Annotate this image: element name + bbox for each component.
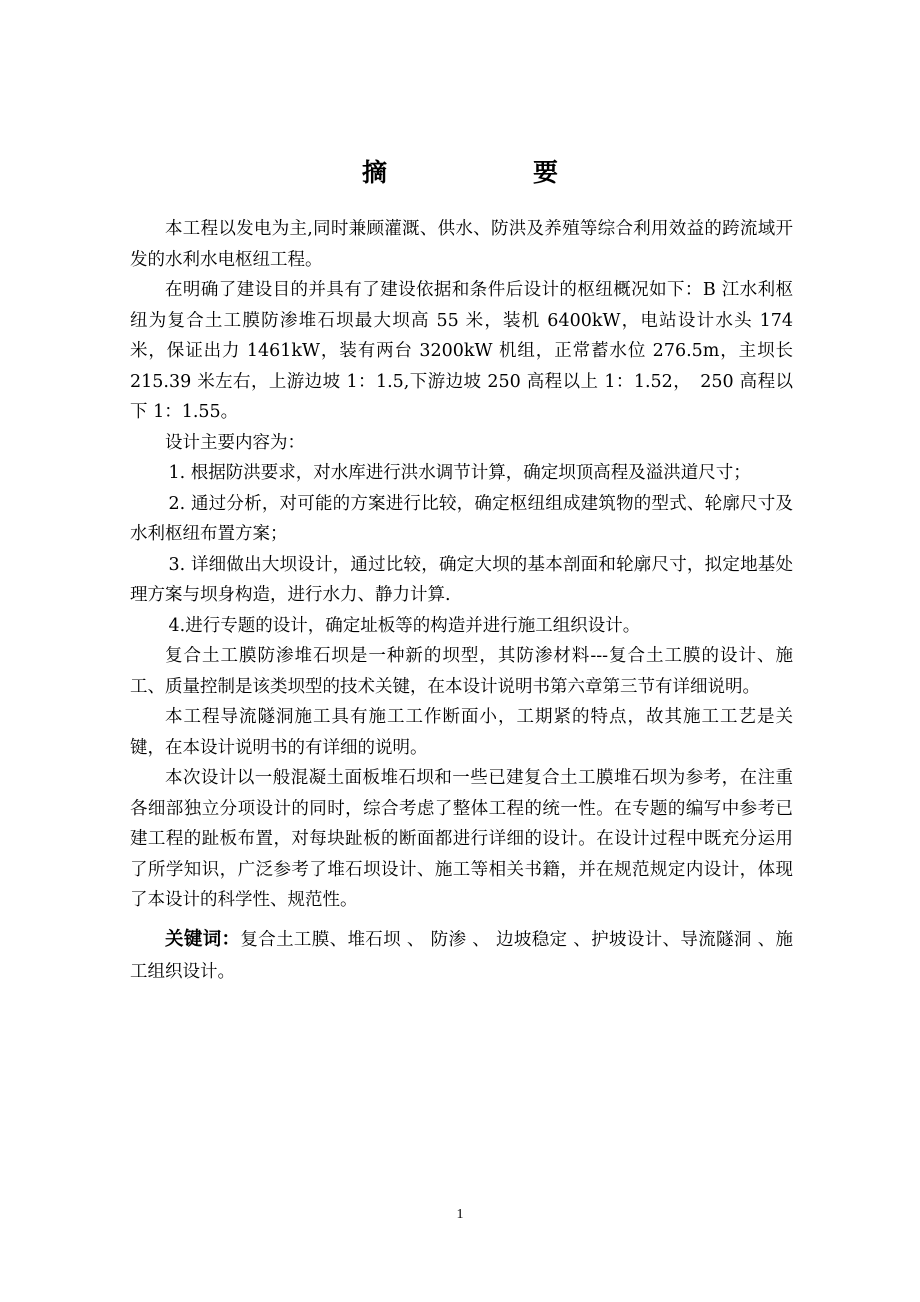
page-number: 1 [456, 1207, 464, 1222]
list-item-1: 1. 根据防洪要求，对水库进行洪水调节计算，确定坝顶高程及溢洪道尺寸； [168, 463, 751, 483]
list-item-2: 2. 通过分析，对可能的方案进行比较，确定枢纽组成建筑物的型式、轮廓尺寸及水利枢纽布置方案； [130, 493, 793, 544]
list-item-4: 4.进行专题的设计，确定址板等的构造并进行施工组织设计。 [168, 615, 641, 636]
paragraph-content-heading: 设计主要内容为： [165, 432, 305, 453]
list-item-3: 3. 详细做出大坝设计，通过比较，确定大坝的基本剖面和轮廓尺寸，拟定地基处理方案与坝身构造，进行水力、静力计算. [130, 554, 793, 605]
keywords-line [130, 924, 793, 988]
paragraph-tunnel: 本工程导流隧洞施工具有施工工作断面小，工期紧的特点，故其施工工艺是关键，在本设计说明书的有详细的说明。 [130, 707, 793, 758]
page-title: 摘 要 [361, 158, 590, 187]
keywords-text: 复合土工膜、堆石坝 、 防渗 、 边坡稳定 、护坡设计、导流隧洞 、施工组织设计。 [130, 929, 793, 982]
abstract-body [130, 214, 793, 988]
paragraph-overview: 在明确了建设目的并具有了建设依据和条件后设计的枢纽概况如下：B 江水利枢纽为复合土工膜防渗堆石坝最大坝高 55 米，装机 6400kW，电站设计水头 174 米，保证出力 1461kW，装有两台 3200kW 机组，正常蓄水位 276.5m，主坝长 215.39 米左右，上游边坡 1：1.5,下游边坡 250 高程以上 1：1.52， 250 高程以下 1：1.55。 [130, 280, 793, 422]
paragraph-design-summary: 本次设计以一般混凝土面板堆石坝和一些已建复合土工膜堆石坝为参考，在注重各细部独立分项设计的同时，综合考虑了整体工程的统一性。在专题的编写中参考已建工程的趾板布置，对每块趾板的断面都进行详细的设计。在设计过程中既充分运用了所学知识，广泛参考了堆石坝设计、施工等相关书籍，并在规范规定内设计，体现了本设计的科学性、规范性。 [130, 768, 793, 910]
paragraph-geomembrane: 复合土工膜防渗堆石坝是一种新的坝型，其防渗材料---复合土工膜的设计、施工、质量控制是该类坝型的技术关键，在本设计说明书第六章第三节有详细说明。 [130, 646, 793, 697]
keywords-label: 关键词： [165, 928, 241, 950]
paragraph-intro: 本工程以发电为主,同时兼顾灌溉、供水、防洪及养殖等综合利用效益的跨流域开发的水利水电枢纽工程。 [130, 219, 793, 270]
